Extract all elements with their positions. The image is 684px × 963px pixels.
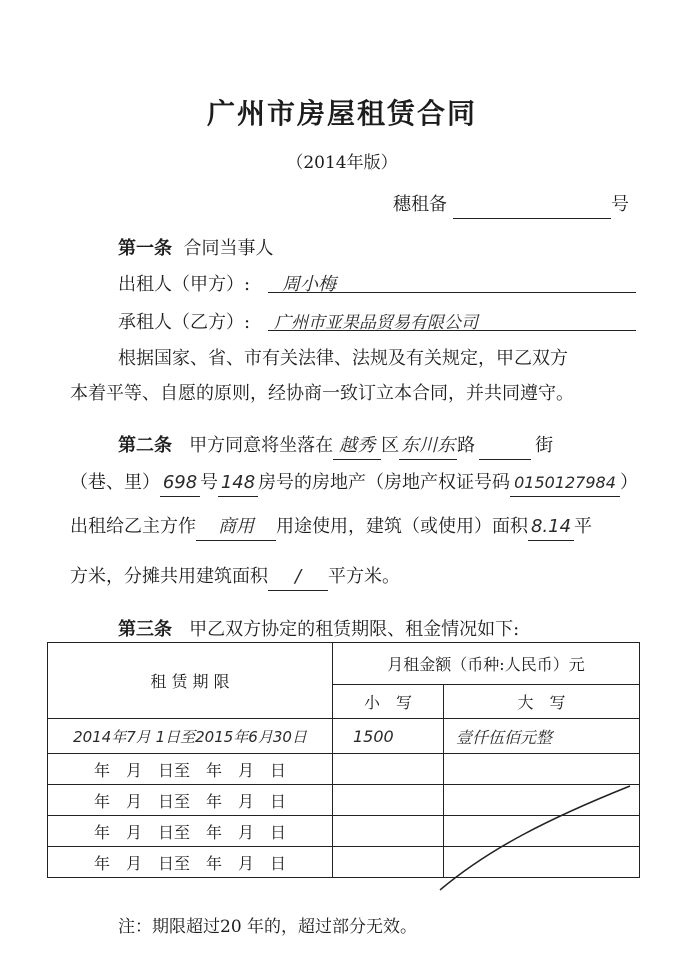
- article2-text: 平方米。: [328, 566, 400, 587]
- article2-text: 房号的房地产（房地产权证号码: [258, 472, 510, 493]
- empty-period: 年 月 日至 年 月 日: [48, 847, 333, 878]
- rent-header: 月租金额（币种:人民币）元: [333, 643, 640, 685]
- article2-text: 方米，分摊共用建筑面积: [70, 566, 268, 587]
- small-header: 小 写: [333, 685, 444, 719]
- empty-cell: [333, 847, 444, 878]
- area-value: 8.14: [528, 514, 574, 541]
- empty-cell: [333, 754, 444, 785]
- article2-line4: [70, 564, 400, 591]
- article2-text: 用途使用，建筑（或使用）面积: [276, 516, 528, 537]
- table-row: [48, 719, 640, 754]
- shared-area-value: /: [268, 564, 328, 591]
- article1-para-line2: 本着平等、自愿的原则，经协商一致订立本合同，并共同遵守。: [70, 383, 574, 404]
- article2-line1: [118, 433, 553, 460]
- article2-text: 街: [535, 435, 554, 456]
- article2-text: 号: [200, 472, 218, 493]
- article2-text: 路: [457, 435, 476, 456]
- big-header: 大 写: [444, 685, 640, 719]
- article2-text: 平: [574, 516, 592, 537]
- record-number-line: [393, 192, 629, 219]
- row1-small: 1500: [333, 719, 444, 754]
- use-value: 商用: [196, 514, 276, 541]
- record-label: 穗租备: [393, 194, 447, 215]
- empty-cell: [333, 816, 444, 847]
- period-header: 租 赁 期 限: [48, 643, 333, 719]
- article2-text: 甲方同意将坐落在: [189, 435, 334, 456]
- property-cert-value: 0150127984: [510, 470, 620, 497]
- article3-heading-text: 甲乙双方协定的租赁期限、租金情况如下:: [189, 619, 520, 640]
- row1-big: 壹仟伍佰元整: [444, 719, 640, 754]
- article1-heading-text: 合同当事人: [183, 238, 274, 259]
- article1-heading: 第一条: [118, 238, 172, 259]
- article2-line2: [70, 470, 638, 497]
- record-number-blank: [453, 192, 611, 219]
- lessor-line: [118, 272, 250, 298]
- article3-heading-line: [118, 617, 519, 643]
- lessor-value: 周小梅: [282, 274, 336, 295]
- lessee-value: 广州市亚果品贸易有限公司: [274, 313, 478, 333]
- term-note: 注：期限超过20 年的，超过部分无效。: [118, 917, 418, 937]
- lessor-label: 出租人（甲方）:: [118, 274, 251, 295]
- lessee-line: [118, 310, 250, 336]
- empty-period: 年 月 日至 年 月 日: [48, 816, 333, 847]
- empty-period: 年 月 日至 年 月 日: [48, 785, 333, 816]
- article1-para-line1: 根据国家、省、市有关法律、法规及有关规定，甲乙双方: [118, 348, 568, 369]
- article1-heading-line: [118, 236, 273, 262]
- empty-period: 年 月 日至 年 月 日: [48, 754, 333, 785]
- table-header-row: [48, 643, 640, 685]
- article2-text: （巷、里）: [70, 472, 160, 493]
- room-number-value: 148: [218, 470, 258, 497]
- street-blank: [479, 433, 531, 460]
- record-suffix: 号: [611, 194, 629, 215]
- article3-heading: 第三条: [118, 619, 172, 640]
- article2-text: 区: [381, 435, 400, 456]
- road-value: 东川东: [399, 433, 457, 460]
- row1-period: 2014年7月 1日至2015年6月30日: [48, 719, 333, 754]
- strike-through-mark: [430, 778, 640, 896]
- empty-cell: [333, 785, 444, 816]
- article2-line3: [70, 514, 592, 541]
- article2-heading: 第二条: [118, 435, 172, 456]
- edition-label: （2014年版）: [286, 153, 398, 173]
- contract-title: 广州市房屋租赁合同: [206, 97, 477, 130]
- house-number-value: 698: [160, 470, 200, 497]
- district-value: 越秀: [333, 433, 381, 460]
- lessee-label: 承租人（乙方）:: [118, 312, 251, 333]
- article2-text: ）: [620, 472, 638, 493]
- article2-text: 出租给乙主方作: [70, 516, 196, 537]
